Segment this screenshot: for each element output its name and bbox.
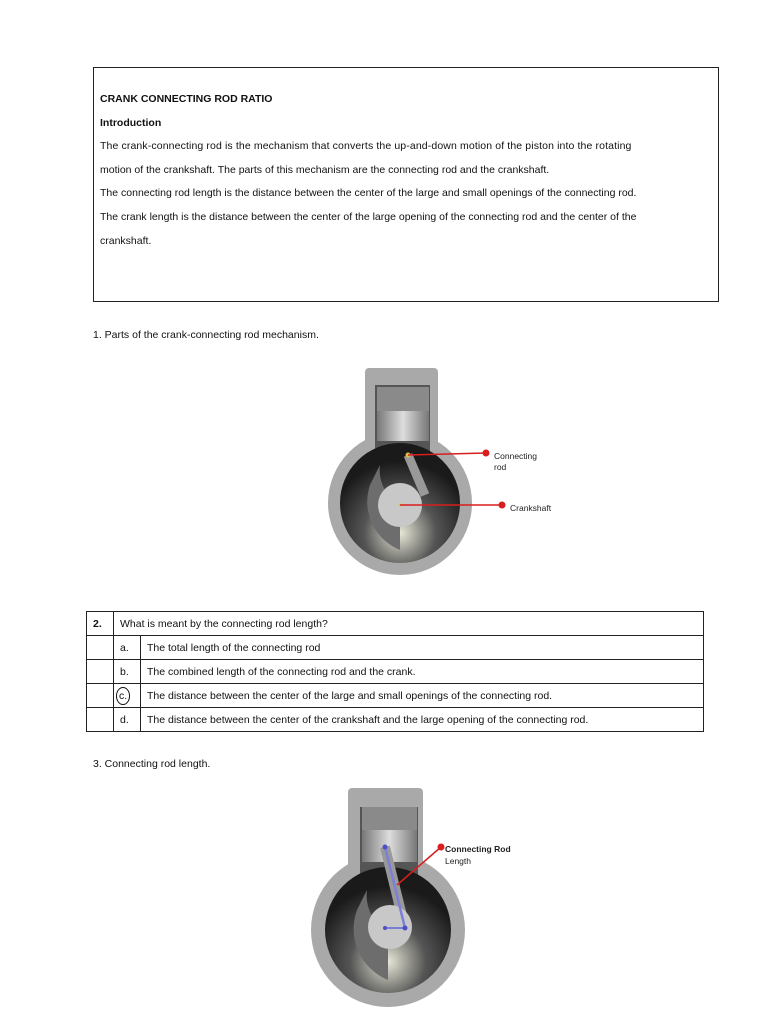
item-3-label: 3. Connecting rod length. [93,758,211,770]
question-text: What is meant by the connecting rod length? [114,612,704,636]
option-letter: a. [114,636,141,660]
connecting-rod-length-figure [305,785,565,1010]
question-row [87,612,704,636]
intro-line: The crank-connecting rod is the mechanism that converts the up-and-down motion of the piston into the rotating [100,140,632,152]
option-row[interactable] [87,708,704,732]
question-number: 2. [87,612,114,636]
question-2-table [86,611,704,732]
intro-line: crankshaft. [100,235,152,247]
intro-line: The crank length is the distance between the center of the large opening of the connecting rod and the center of the [100,211,637,223]
mechanism-parts-figure [320,365,580,585]
option-text: The distance between the center of the large and small openings of the connecting rod. [141,684,704,708]
connecting-rod-label-2: rod [494,462,507,472]
option-text: The total length of the connecting rod [141,636,704,660]
introduction-box [93,67,719,302]
connecting-rod-length-label: Connecting Rod [445,844,511,854]
option-letter: b. [114,660,141,684]
intro-line: motion of the crankshaft. The parts of this mechanism are the connecting rod and the crankshaft. [100,164,550,176]
selected-answer-circle: c. [116,687,130,705]
option-text: The distance between the center of the crankshaft and the large opening of the connecting rod. [141,708,704,732]
length-label: Length [445,856,471,866]
introduction-heading: Introduction [100,117,162,129]
crankshaft-label: Crankshaft [510,503,552,513]
option-row[interactable] [87,636,704,660]
connecting-rod-label: Connecting [494,451,538,461]
option-letter: d. [114,708,141,732]
option-row[interactable] [87,660,704,684]
option-row-selected[interactable] [87,684,704,708]
item-1-label: 1. Parts of the crank-connecting rod mechanism. [93,329,319,341]
option-text: The combined length of the connecting rod and the crank. [141,660,704,684]
document-title: CRANK CONNECTING ROD RATIO [100,93,273,105]
intro-line: The connecting rod length is the distance between the center of the large and small openings of the connecting rod. [100,187,637,199]
